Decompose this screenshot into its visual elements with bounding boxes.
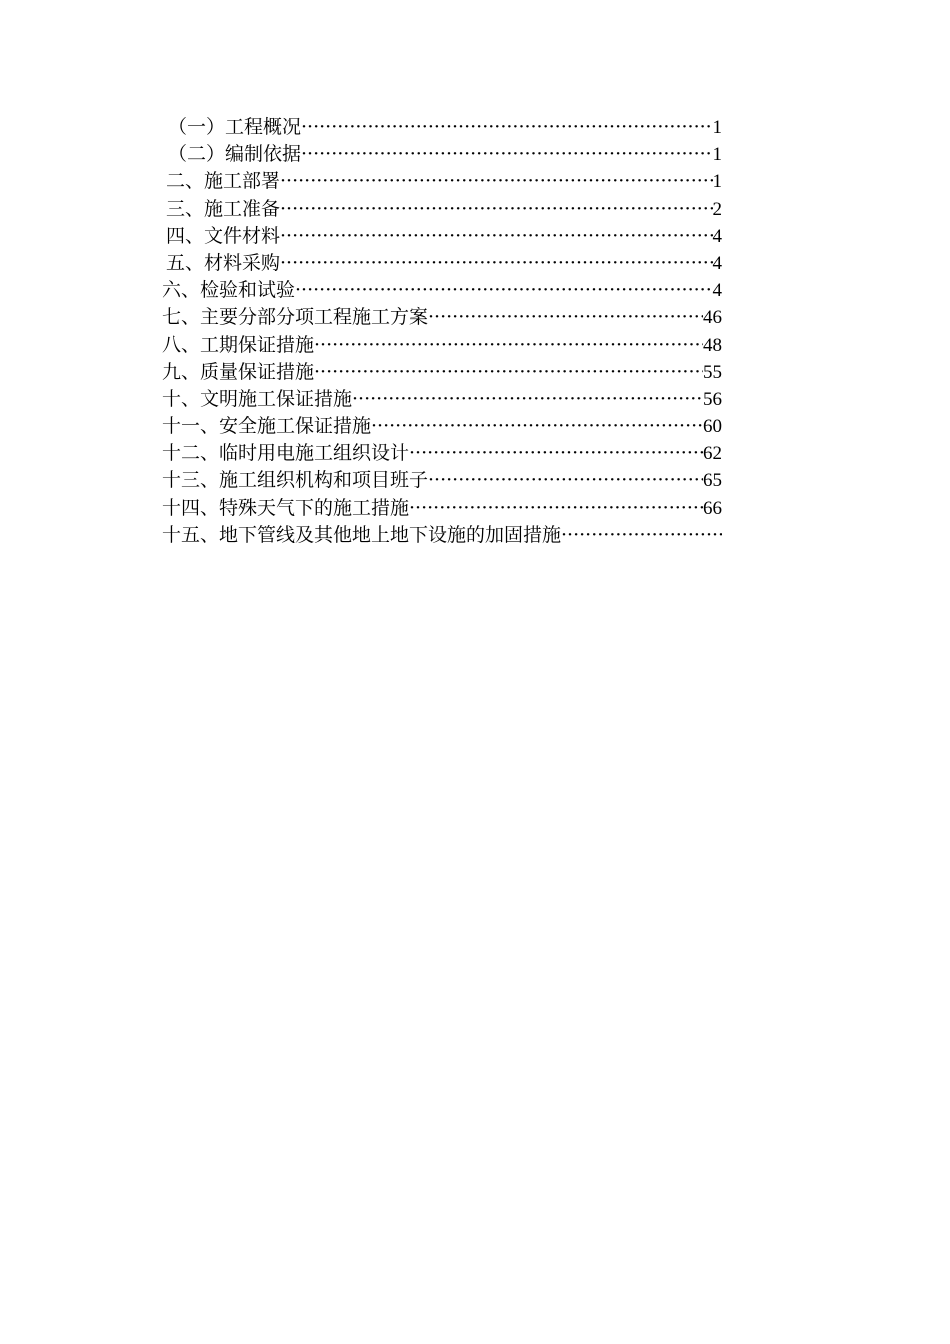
toc-entry-14[interactable] bbox=[162, 467, 722, 494]
toc-entry-title: （二）编制依据 bbox=[168, 143, 302, 166]
table-of-contents bbox=[162, 114, 722, 549]
toc-entry-page: 55 bbox=[703, 361, 722, 383]
toc-dot-leader bbox=[280, 196, 712, 223]
toc-entry-7[interactable] bbox=[162, 277, 722, 304]
toc-entry-title: 十四、特殊天气下的施工措施 bbox=[162, 496, 410, 519]
toc-entry-title: 八、工期保证措施 bbox=[162, 333, 315, 356]
toc-entry-title: 三、施工准备 bbox=[166, 197, 281, 220]
toc-dot-leader bbox=[561, 522, 722, 549]
toc-entry-title: 十一、安全施工保证措施 bbox=[162, 415, 372, 438]
toc-entry-page: 46 bbox=[703, 307, 722, 329]
toc-entry-page: 4 bbox=[712, 252, 722, 274]
toc-dot-leader bbox=[295, 277, 712, 304]
toc-dot-leader bbox=[280, 250, 712, 277]
toc-entry-12[interactable] bbox=[162, 413, 722, 440]
toc-entry-title: 十五、地下管线及其他地上地下设施的加固措施 bbox=[162, 523, 562, 546]
toc-entry-10[interactable] bbox=[162, 359, 722, 386]
toc-entry-title: （一）工程概况 bbox=[168, 116, 302, 138]
toc-entry-1[interactable] bbox=[162, 114, 722, 141]
toc-entry-13[interactable] bbox=[162, 440, 722, 467]
toc-dot-leader bbox=[280, 223, 712, 250]
toc-dot-leader bbox=[371, 413, 703, 440]
toc-dot-leader bbox=[428, 304, 703, 331]
toc-entry-3[interactable] bbox=[162, 168, 722, 195]
toc-entry-title: 五、材料采购 bbox=[166, 251, 281, 274]
toc-dot-leader bbox=[409, 495, 703, 522]
toc-entry-page: 56 bbox=[703, 388, 722, 410]
toc-dot-leader bbox=[428, 467, 703, 494]
toc-entry-page: 1 bbox=[712, 117, 722, 138]
toc-entry-title: 十、文明施工保证措施 bbox=[162, 387, 353, 410]
toc-entry-15[interactable] bbox=[162, 495, 722, 522]
toc-entry-title: 四、文件材料 bbox=[166, 224, 281, 247]
toc-entry-title: 七、主要分部分项工程施工方案 bbox=[162, 306, 429, 329]
toc-entry-9[interactable] bbox=[162, 332, 722, 359]
toc-entry-5[interactable] bbox=[162, 223, 722, 250]
toc-entry-page: 62 bbox=[703, 443, 722, 465]
toc-entry-title: 六、检验和试验 bbox=[162, 279, 296, 302]
toc-entry-title: 十二、临时用电施工组织设计 bbox=[162, 442, 410, 465]
toc-dot-leader bbox=[409, 440, 703, 467]
toc-entry-title: 十三、施工组织机构和项目班子 bbox=[162, 469, 429, 492]
toc-entry-8[interactable] bbox=[162, 304, 722, 331]
toc-dot-leader bbox=[301, 141, 712, 168]
toc-entry-page: 48 bbox=[703, 334, 722, 356]
toc-dot-leader bbox=[352, 386, 703, 413]
toc-dot-leader bbox=[301, 114, 712, 141]
toc-entry-title: 二、施工部署 bbox=[166, 170, 281, 193]
toc-entry-11[interactable] bbox=[162, 386, 722, 413]
toc-entry-page: 65 bbox=[703, 470, 722, 492]
toc-entry-6[interactable] bbox=[162, 250, 722, 277]
toc-entry-page: 1 bbox=[712, 171, 722, 193]
toc-entry-page: 60 bbox=[703, 416, 722, 438]
toc-entry-2[interactable] bbox=[162, 141, 722, 168]
toc-entry-16[interactable] bbox=[162, 522, 722, 549]
toc-dot-leader bbox=[280, 168, 712, 195]
toc-dot-leader bbox=[314, 359, 703, 386]
toc-dot-leader bbox=[314, 332, 703, 359]
toc-entry-title: 九、质量保证措施 bbox=[162, 360, 315, 383]
toc-entry-page: 1 bbox=[712, 144, 722, 166]
toc-entry-page: 4 bbox=[712, 280, 722, 302]
toc-entry-page: 66 bbox=[703, 497, 722, 519]
toc-entry-4[interactable] bbox=[162, 196, 722, 223]
toc-entry-page: 4 bbox=[712, 225, 722, 247]
toc-entry-page: 2 bbox=[712, 198, 722, 220]
